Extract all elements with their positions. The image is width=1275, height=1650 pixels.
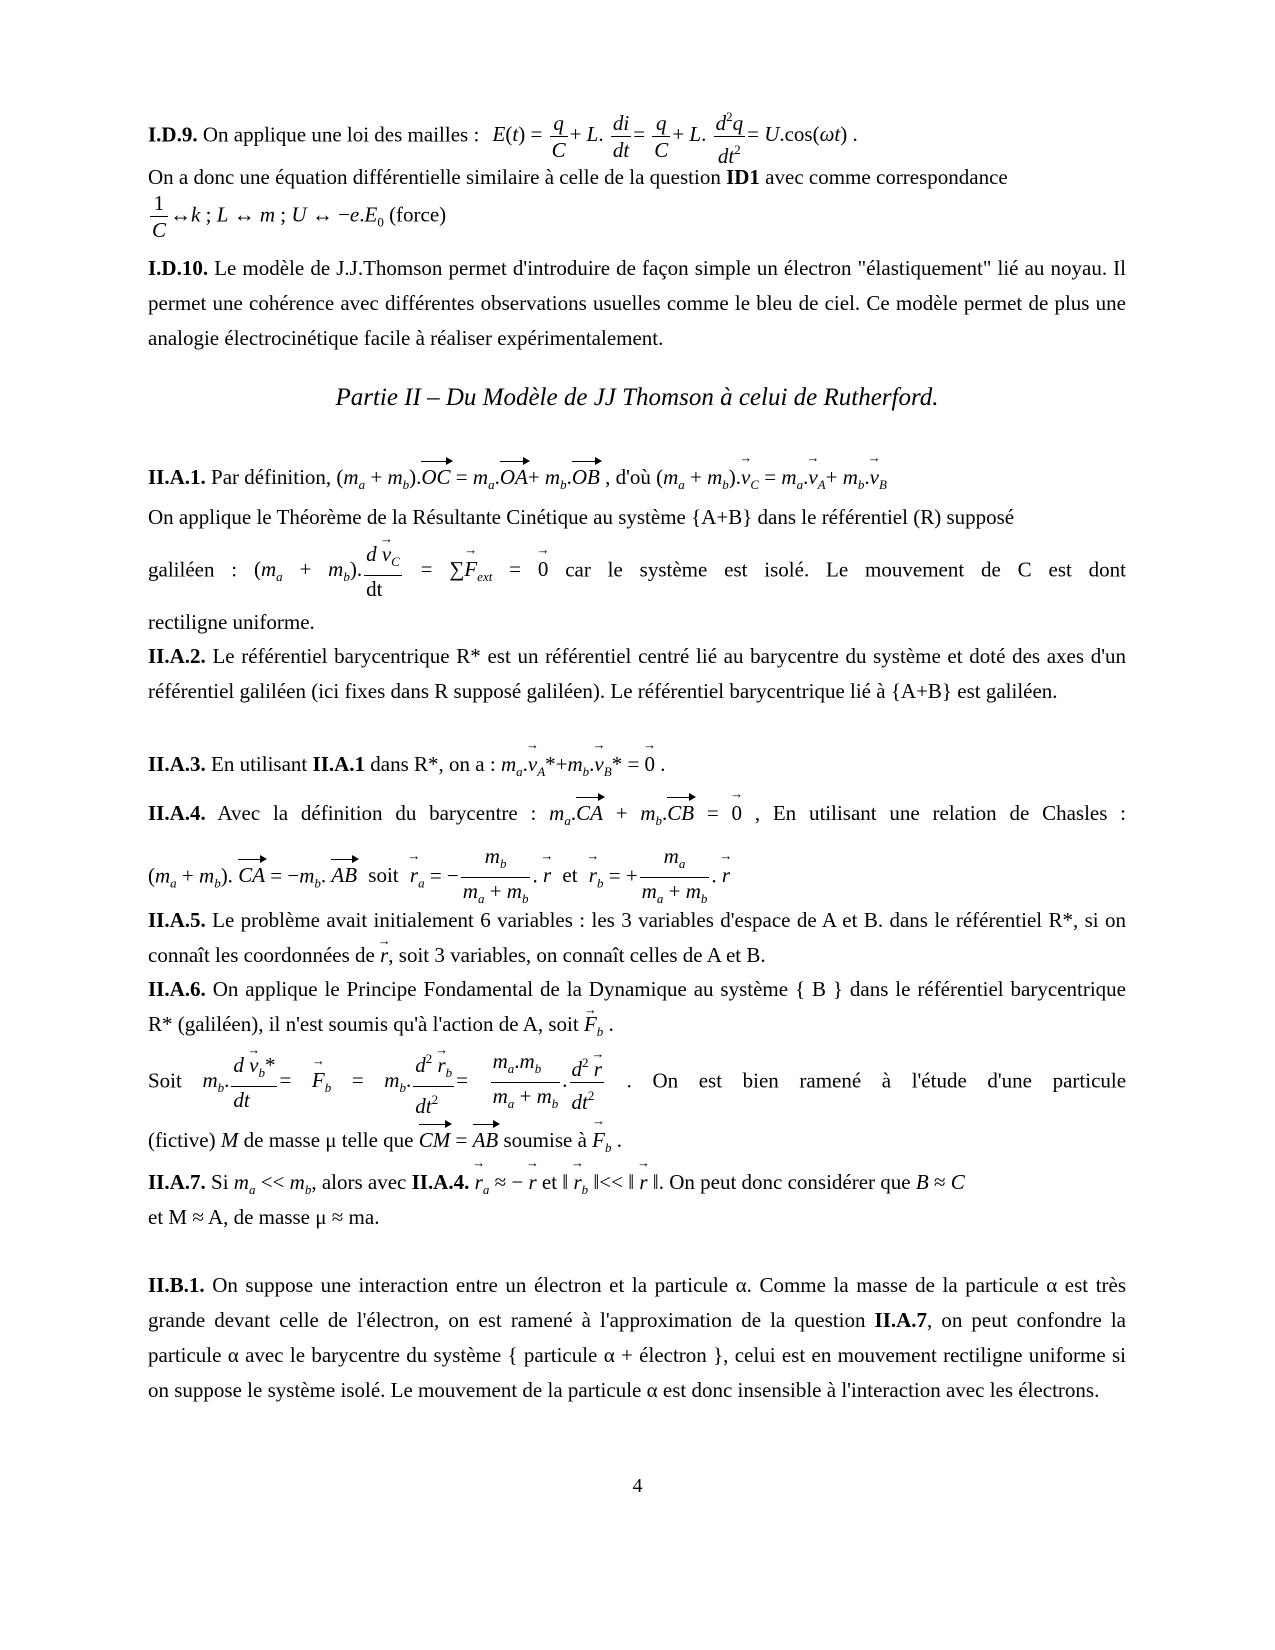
iia1-line4: rectiligne uniforme. [148,610,315,634]
section-title: Partie II – Du Modèle de JJ Thomson à celui de Rutherford. [335,384,939,411]
iia4-equation: $m_a.CA + m_b.CB$ = → 0 [549,801,755,825]
iia7-si: Si [211,1170,229,1194]
iia3-line [148,752,1126,780]
iib1-text2: , on peut confondre la particule α avec le barycentre du système { particule α + électron }, celui est en mouvement rectiligne uniforme si on suppose le système isolé. Le mouvement de la particule α est donc insensible à l'interaction avec les électrons. [148,1308,1126,1402]
iia1-label: II.A.1. [148,465,206,489]
iia6-fictive: (fictive) [148,1128,216,1152]
iia6-equation: $m_b$. $\frac{d \to v_b*}{dt}$ = → $F_b = m_b$. $\frac{d^2 \to r_b}{dt^2}$ = $\frac{m_a.m_b}{m_a + m_b}$ . $\frac{d^2 \to r}{dt^2}$ [202,1068,626,1092]
id10-text: Le modèle de J.J.Thomson permet d'introduire de façon simple un électron "élastiquement" lié au noyau. Il permet une cohérence avec différentes observations usuelles comme le bleu de ciel. Ce modèle permet de plus une analogie électrocinétique facile à réaliser expérimentalement. [148,256,1126,350]
iia7-label: II.A.7. [148,1170,206,1194]
iia3-label: II.A.3. [148,752,206,776]
iia4-et: et [562,863,578,888]
iia4-line [148,801,1126,829]
iia6-line3: (fictive) M de masse μ telle que CM = AB soumise à → $F_b$ . [148,1128,1126,1156]
iia7-line: II.A.7. Si $m_a << m_b$, alors avec II.A.4. → $r_a$ ≈ − → r et ǁ → $r_b$ ǁ<< ǁ → r ǁ. On peut donc considérer que B ≈ C [148,1170,1126,1198]
iia6-paragraph: II.A.6. On applique le Principe Fondamental de la Dynamique au système { B } dans le référentiel barycentrique R* (galiléen), il n'est soumis qu'à l'action de A, soit → $F_b$ . [148,972,1126,1049]
iia3-equation: $m_a.\to v_A*+m_b.\to v_B*$ = → 0 . [501,752,666,776]
iia1-line2: On applique le Théorème de la Résultante Cinétique au système {A+B} dans le référentiel (R) supposé [148,505,1015,529]
iib1-paragraph [148,1268,1126,1408]
id9-line2 [148,165,1126,190]
iia7-alors: , alors avec [311,1170,407,1194]
iia4-line2: $(m_a + m_b)$. CA = $-m_b$. AB soit → $r_a$ = − $\frac{m_b}{m_a + m_b}$ . → r et → $r_b$ = + $\frac{m_a}{m_a + m_b}$ . → r [148,843,1126,912]
id10-paragraph [148,251,1126,356]
id9-line2-text: On a donc une équation différentielle similaire à celle de la question [148,165,721,189]
iia5-paragraph [148,903,1126,973]
iia5-r-vector: → r [380,938,388,973]
iia4-text: Avec la définition du barycentre : [217,801,537,825]
iia4-label: II.A.4. [148,801,206,825]
iia5-text2: , soit 3 variables, on connaît celles de A et B. [388,943,766,967]
iia6-after: . On est bien ramené à l'étude d'une particule [626,1068,1127,1093]
id9-correspondance: $\frac{1}{C}$ ↔k ; L ↔ m ; U ↔ $-e.E_0$ (force) [152,191,447,242]
id9-line [148,104,1126,169]
iia7-conclusion: On peut donc considérer que [669,1170,911,1194]
iia1-equation2: $(m_a + m_b)$. $\frac{d \to v_C}{dt}$ = ∑→ $F_{ext}$ = → 0 [254,557,565,581]
iia3-ref: II.A.1 [312,752,366,776]
iib1-label: II.B.1. [148,1273,205,1297]
id9-text: On applique une loi des mailles : [202,122,480,147]
iia7-ref: II.A.4. [411,1170,470,1194]
iia1-line3-end: car le système est isolé. Le mouvement de C est dont [565,557,1127,582]
iia2-label: II.A.2. [148,644,206,668]
id9-label: I.D.9. [148,122,198,147]
iia4-soit: soit [368,863,399,888]
iia6-masse: de masse μ telle que [243,1128,414,1152]
iia5-label: II.A.5. [148,908,206,932]
id10-label: I.D.10. [148,256,209,280]
id9-equation: E(t) = $\frac{q}{C}$ + L. $\frac{di}{dt}$ = $\frac{q}{C}$ + L. $\frac{d^2q}{dt^2}$ = U.cos(ωt) . [493,122,858,146]
page-number: 4 [632,1475,643,1497]
id9-ref: ID1 [726,165,760,189]
iia5-text: Le problème avait initialement 6 variables : les 3 variables d'espace de A et B. dans le référentiel R*, si on connaît les coordonnées de [148,908,1127,967]
iib1-ref: II.A.7 [874,1308,928,1332]
iia6-label: II.A.6. [148,977,206,1001]
iia1-line [148,465,1126,493]
iia6-soit: Soit [148,1068,182,1093]
iia1-galileen: galiléen : [148,557,238,582]
iia6-soumise: soumise à [503,1128,587,1152]
iia3-text2: dans R*, on a : [370,752,496,776]
iia7-line2: et M ≈ A, de masse μ ≈ ma. [148,1205,380,1229]
iia1-equation: $(m_a + m_b).OC = m_a.OA+ m_b.OB$ , d'où $(m_a + m_b).\to v_C = m_a.\to v_A+ m_b.\to v_B$ [336,465,886,489]
iia2-text: Le référentiel barycentrique R* est un référentiel centré lié au barycentre du système et doté des axes d'un référentiel galiléen (ici fixes dans R supposé galiléen). Le référentiel barycentrique lié à {A+B} est galiléen. [148,644,1127,703]
id9-line2-end: avec comme correspondance [765,165,1008,189]
iia1-text: Par définition, [211,465,332,489]
iib1-text: On suppose une interaction entre un électron et la particule α. Comme la masse de la particule α est très grande devant celle de l'électron, on est ramené à l'approximation de la question [148,1273,1127,1332]
iia3-text: En utilisant [211,752,308,776]
iia2-paragraph [148,639,1126,709]
iia1-line3 [148,541,1126,602]
iia6-equation-line [148,1046,1126,1119]
iia6-text: On applique le Principe Fondamental de la Dynamique au système { B } dans le référentiel barycentrique R* (galiléen), il n'est soumis qu'à l'action de A, soit [148,977,1126,1036]
iia4-text2: , En utilisant une relation de Chasles : [754,801,1127,825]
